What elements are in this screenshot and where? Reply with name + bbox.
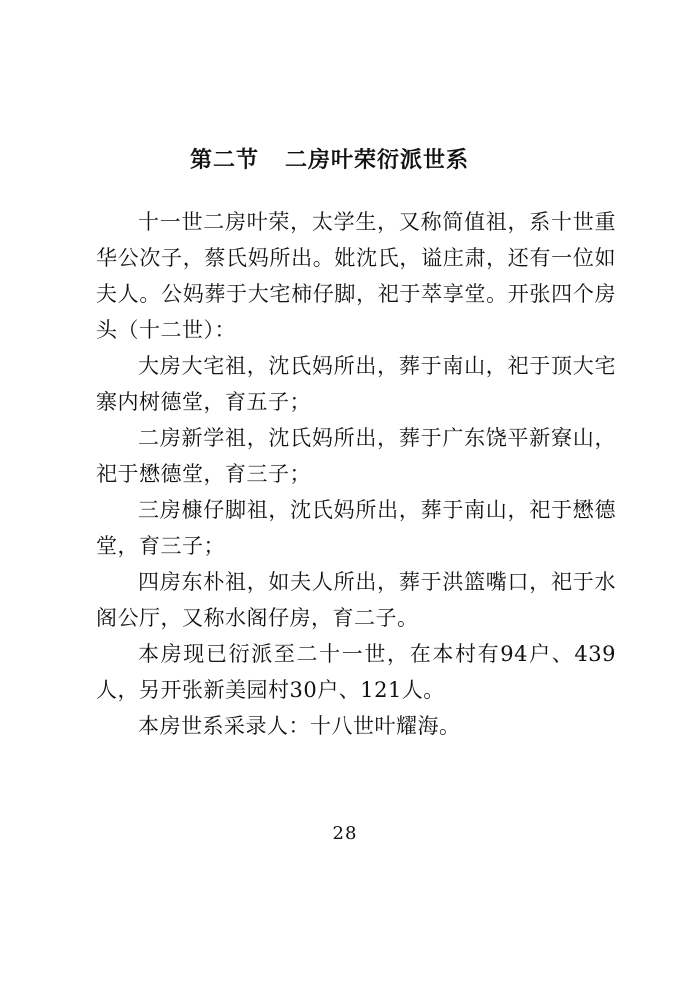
- body-text: [96, 204, 616, 744]
- paragraph-first-house: 大房大宅祖，沈氏妈所出，葬于南山，祀于顶大宅寨内树德堂，育五子；: [96, 354, 616, 414]
- paragraph-second-house: 二房新学祖，沈氏妈所出，葬于广东饶平新寮山，祀于懋德堂，育三子；: [96, 426, 616, 486]
- paragraph-third-house: 三房槺仔脚祖，沈氏妈所出，葬于南山，祀于懋德堂，育三子；: [96, 498, 616, 558]
- paragraph-population: 本房现已衍派至二十一世，在本村有94户、439人，另开张新美园村30户、121人。: [96, 642, 616, 702]
- paragraph-recorder: 本房世系采录人：十八世叶耀海。: [138, 714, 461, 738]
- paragraph-fourth-house: 四房东朴祖，如夫人所出，葬于洪篮嘴口，祀于水阁公厅，又称水阁仔房，育二子。: [96, 570, 616, 630]
- section-title: 第二节 二房叶荣衍派世系: [190, 148, 469, 173]
- page-number: 28: [332, 823, 358, 844]
- paragraph-branch-intro: 十一世二房叶荣，太学生，又称简值祖，系十世重华公次子，蔡氏妈所出。妣沈氏，谥庄肃，还有一位如夫人。公妈葬于大宅柿仔脚，祀于萃享堂。开张四个房头（十二世）：: [96, 210, 616, 342]
